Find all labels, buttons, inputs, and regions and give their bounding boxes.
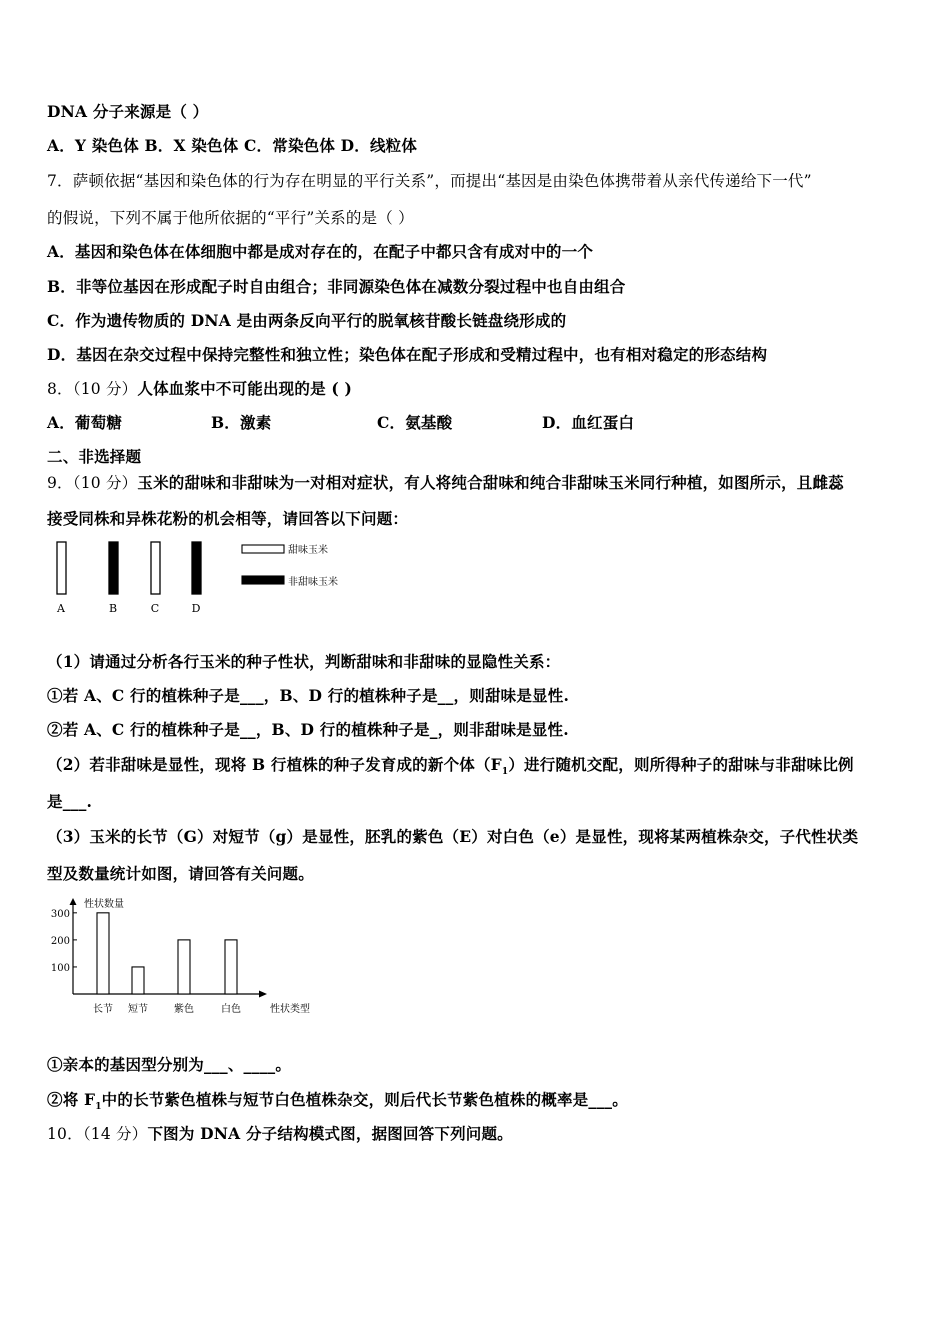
legend-nonsweet-swatch <box>242 576 284 584</box>
bar-0 <box>97 913 109 994</box>
q9-number: 9． <box>47 474 73 492</box>
row-label-c: C <box>150 602 160 615</box>
q9-part3-line2: 型及数量统计如图，请回答有关问题。 <box>47 864 314 883</box>
bar-2 <box>178 940 190 994</box>
q9-text: 玉米的甜味和非甜味为一对相对症状，有人将纯合甜味和纯合非甜味玉米同行种植，如图所示，且雌蕊 <box>137 473 844 492</box>
bar-3 <box>225 940 237 994</box>
q9-part1-a: ①若 A、C 行的植株种子是___，B、D 行的植株种子是__，则甜味是显性. <box>47 686 570 705</box>
x-category-label-2: 紫色 <box>174 1004 194 1015</box>
q8-stem <box>47 379 352 399</box>
q9-stem-line1 <box>47 473 844 493</box>
bar-1 <box>132 967 144 994</box>
y-tick-label-200: 200 <box>50 935 70 947</box>
q6-stem-tail: DNA 分子来源是（ ） <box>47 102 209 121</box>
q9-part3-q2-post: 中的长节紫色植株与短节白色植株杂交，则后代长节紫色植株的概率是___。 <box>101 1090 628 1109</box>
q9-part3-q2-sub: 1 <box>95 1102 102 1113</box>
q8-option-b: B．激素 <box>211 413 272 432</box>
q9-part3-q2 <box>47 1090 628 1117</box>
legend-nonsweet-label: 非甜味玉米 <box>288 577 338 588</box>
q9-part1: （1）请通过分析各行玉米的种子性状，判断甜味和非甜味的显隐性关系： <box>47 652 561 671</box>
q8-options <box>47 413 747 433</box>
trait-count-chart <box>40 890 340 1024</box>
q10-number: 10． <box>47 1125 83 1143</box>
x-category-label-1: 短节 <box>128 1004 148 1015</box>
q8-text: 人体血浆中不可能出现的是 ( ) <box>137 379 353 398</box>
q9-score: （10 分） <box>72 474 138 492</box>
row-label-b: B <box>108 602 118 615</box>
x-axis-label: 性状类型 <box>270 1004 310 1015</box>
q8-number: 8． <box>47 380 73 398</box>
legend-sweet-swatch <box>242 545 284 553</box>
row-b-bar <box>109 542 118 594</box>
row-label-d: D <box>191 602 201 615</box>
q9-stem-line2: 接受同株和异株花粉的机会相等，请回答以下问题： <box>47 509 409 528</box>
x-axis-arrow <box>259 991 267 998</box>
y-axis-label: 性状数量 <box>84 899 124 910</box>
q7-option-c: C．作为遗传物质的 DNA 是由两条反向平行的脱氧核苷酸长链盘绕形成的 <box>47 311 567 330</box>
q10-text: 下图为 DNA 分子结构模式图，据图回答下列问题。 <box>147 1124 513 1143</box>
y-axis-arrow <box>70 898 77 905</box>
corn-rows-figure <box>40 536 370 622</box>
q10-stem <box>47 1124 513 1144</box>
row-a-bar <box>57 542 66 594</box>
q7-option-d: D．基因在杂交过程中保持完整性和独立性；染色体在配子形成和受精过程中，也有相对稳定的形态结构 <box>47 345 768 364</box>
q9-part3-q2-pre: ②将 F <box>47 1090 96 1109</box>
q7-stem-line1 <box>47 171 812 191</box>
legend-sweet-label: 甜味玉米 <box>288 545 328 556</box>
x-category-label-3: 白色 <box>221 1004 241 1015</box>
q8-option-c: C．氨基酸 <box>377 413 453 432</box>
q9-part3-q1: ①亲本的基因型分别为___、____。 <box>47 1055 292 1074</box>
q9-part2-sub: 1 <box>501 767 509 778</box>
row-d-bar <box>192 542 201 594</box>
q8-score: （10 分） <box>72 380 138 398</box>
y-tick-label-300: 300 <box>50 908 70 920</box>
y-tick-label-100: 100 <box>50 962 70 974</box>
q6-options: A．Y 染色体 B．X 染色体 C．常染色体 D．线粒体 <box>47 136 418 155</box>
q7-option-b: B．非等位基因在形成配子时自由组合；非同源染色体在减数分裂过程中也自由组合 <box>47 277 626 296</box>
q7-stem-text: 7．萨顿依据“基因和染色体的行为存在明显的平行关系”，而提出“基因是由染色体携带着从亲代传递给下一代” <box>47 172 812 190</box>
q7-stem-text2: 的假说，下列不属于他所依据的“平行”关系的是（ ） <box>47 209 414 227</box>
q9-part2-text-pre: （2）若非甜味是显性，现将 B 行植株的种子发育成的新个体（F <box>47 755 502 774</box>
row-c-bar <box>151 542 160 594</box>
q8-option-a: A．葡萄糖 <box>47 413 123 432</box>
q10-score: （14 分） <box>82 1125 148 1143</box>
q9-part1-b: ②若 A、C 行的植株种子是__，B、D 行的植株种子是_，则非甜味是显性. <box>47 720 569 739</box>
q9-part2-text-post: ）进行随机交配，则所得种子的甜味与非甜味比例 <box>508 755 854 774</box>
q9-part2-line2: 是___. <box>47 792 93 811</box>
q8-option-d: D．血红蛋白 <box>542 413 635 432</box>
x-category-label-0: 长节 <box>93 1004 113 1015</box>
q9-part3-line1: （3）玉米的长节（G）对短节（g）是显性，胚乳的紫色（E）对白色（e）是显性，现将某两植株杂交，子代性状类 <box>47 827 859 846</box>
section-heading: 二、非选择题 <box>47 447 142 466</box>
row-label-a: A <box>57 602 65 615</box>
q7-option-a: A．基因和染色体在体细胞中都是成对存在的，在配子中都只含有成对中的一个 <box>47 242 594 261</box>
q7-stem-line2 <box>47 208 414 228</box>
q9-part2-line1 <box>47 755 854 782</box>
